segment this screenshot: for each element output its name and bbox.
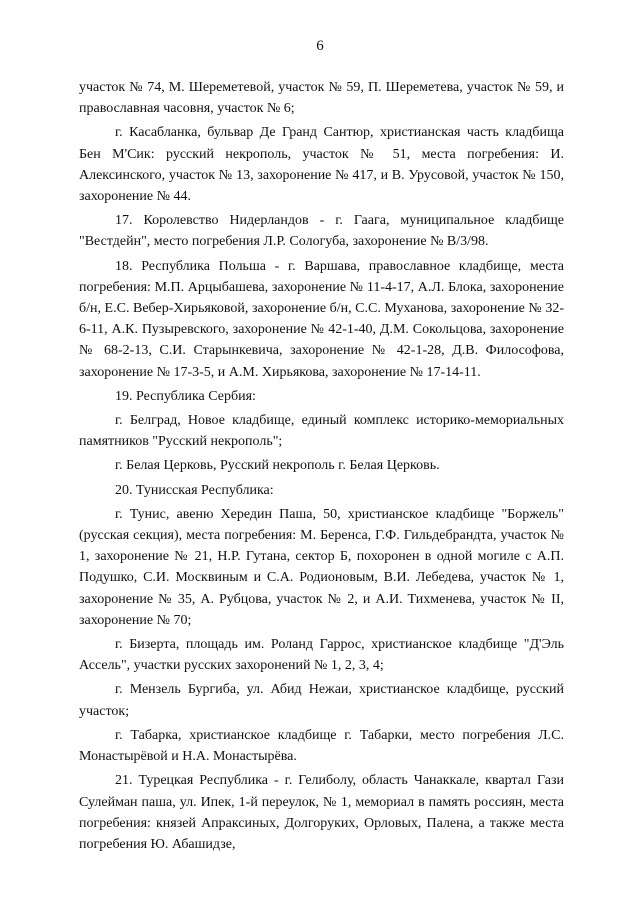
paragraph-poland: 18. Республика Польша - г. Варшава, православное кладбище, места погребения: М.П. Арцыбашева, захоронение № 11-4-17, А.Л. Блока, захоронение б/н, Е.С. Вебер-Хирьяковой, захоронение б/н, С.С. Муханова, захоронение № 32-6-11, А.К. Пузыревского, захоронение № 42-1-40, Д.М. Сокольцова, захоронение № 68-2-13, С.И. Старынкевича, захоронение № 42-1-28, Д.В. Философова, захоронение № 17-3-5, и А.М. Хирьякова, захоронение № 17-14-11. bbox=[79, 258, 564, 380]
paragraph-tunisia-heading: 20. Тунисская Республика: bbox=[115, 482, 274, 498]
paragraph-netherlands: 17. Королевство Нидерландов - г. Гаага, муниципальное кладбище "Вестдейн", место погребения Л.Р. Сологуба, захоронение № В/3/98. bbox=[79, 213, 564, 250]
paragraph-serbia-heading: 19. Республика Сербия: bbox=[115, 388, 256, 404]
page-number: 6 bbox=[316, 38, 324, 54]
paragraph-continuation: участок № 74, М. Шереметевой, участок № 59, П. Шереметева, участок № 59, и православная часовня, участок № 6; bbox=[79, 80, 564, 117]
paragraph-tunis: г. Тунис, авеню Хередин Паша, 50, христианское кладбище "Боржель" (русская секция), места погребения: М. Беренса, Г.Ф. Гильдебрандта, участок № 1, захоронение № 21, Н.Р. Гутана, сектор Б, похоронен в одной могиле с А.П. Подушко, С.И. Москвиным и С.А. Родионовым, В.И. Лебедева, участок № 1, захоронение № 35, А. Рубцова, участок № 2, и А.И. Тихменева, участок № II, захоронение № 70; bbox=[79, 506, 564, 628]
paragraph-belgrade: г. Белград, Новое кладбище, единый комплекс историко-мемориальных памятников "Русский некрополь"; bbox=[79, 413, 564, 450]
paragraph-bela-crkva: г. Белая Церковь, Русский некрополь г. Белая Церковь. bbox=[115, 458, 440, 474]
paragraph-menzel-bourguiba: г. Мензель Бургиба, ул. Абид Нежаи, христианское кладбище, русский участок; bbox=[79, 682, 564, 719]
paragraph-casablanca: г. Касабланка, бульвар Де Гранд Сантюр, христианская часть кладбища Бен М'Сик: русский некрополь, участок № 51, места погребения: И. Алексинского, участок № 13, захоронение № 417, и В. Урусовой, участок № 150, захоронение № 44. bbox=[79, 125, 564, 205]
document-body bbox=[79, 77, 564, 858]
paragraph-turkey: 21. Турецкая Республика - г. Гелиболу, область Чанаккале, квартал Гази Сулейман паша, ул. Ипек, 1-й переулок, № 1, мемориал в память россиян, места погребения: князей Апраксиных, Долгоруких, Орловых, Палена, а также места погребения Ю. Абашидзе, bbox=[79, 773, 564, 852]
paragraph-bizerte: г. Бизерта, площадь им. Роланд Гаррос, христианское кладбище "Д'Эль Ассель", участки русских захоронений № 1, 2, 3, 4; bbox=[79, 637, 564, 674]
paragraph-tabarka: г. Табарка, христианское кладбище г. Табарки, место погребения Л.С. Монастырёвой и Н.А. Монастырёва. bbox=[79, 727, 564, 765]
